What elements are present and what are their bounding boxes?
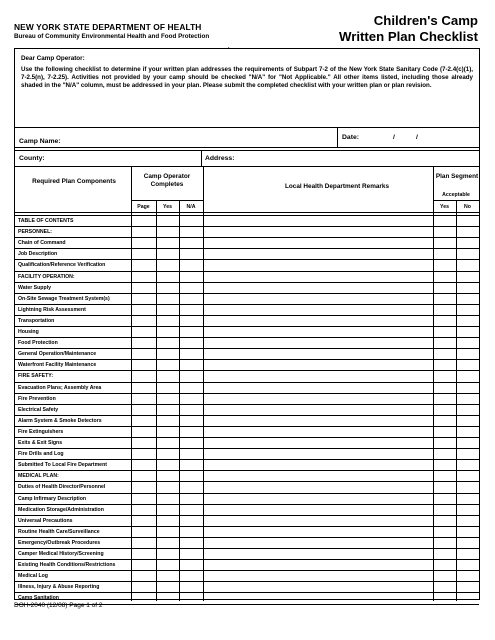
row-divider (15, 570, 479, 571)
checklist-row-label: Fire Drills and Log (18, 451, 64, 458)
segment-header: Plan Segment (435, 173, 479, 180)
remarks-header: Local Health Department Remarks (284, 183, 390, 190)
row-divider (15, 315, 479, 316)
col-line-page (131, 166, 132, 601)
yes-col-label: Yes (163, 204, 172, 210)
checklist-row-label: Routine Health Care/Surveillance (18, 528, 100, 535)
row-divider (15, 282, 479, 283)
row-divider (15, 537, 479, 538)
row-divider (15, 404, 479, 405)
checklist-row-label: TABLE OF CONTENTS (18, 218, 74, 224)
row-divider (15, 493, 479, 494)
date-slash-2: / (416, 134, 418, 141)
checklist-row-label: Chain of Command (18, 240, 66, 247)
date-slash-1: / (393, 134, 395, 141)
row-divider (15, 559, 479, 560)
checklist-row-label: Water Supply (18, 284, 51, 291)
checklist-form (14, 48, 480, 600)
instructions: Use the following checklist to determine if your written plan addresses the requirements of Subpart 7-2 of the New York State Sanitary Code (7-2.4(c)(1), 7-2.5(n), 7-2.25). Activities not provided by your camp should be checked "N/A" for "Not Applicable." All other items listed, including those already shaded in the "N/A" column, must be addressed in your plan. Please submit the completed checklist with your written plan or plan revision. (21, 66, 473, 90)
divider-header-top (15, 166, 479, 167)
seg-no-label: No (464, 204, 471, 210)
row-divider (15, 393, 479, 394)
row-divider (15, 326, 479, 327)
divider-camp-name (15, 147, 479, 148)
checklist-row-label: Lightning Risk Assessment (18, 306, 86, 313)
dot-mark: ▪ (228, 45, 230, 50)
checklist-row-label: Electrical Safety (18, 406, 59, 413)
header-left (14, 22, 209, 40)
checklist-row-label: Duties of Health Director/Personnel (18, 484, 106, 491)
row-divider (15, 470, 479, 471)
checklist-row-label: Transportation (18, 317, 55, 324)
checklist-row-label: Food Protection (18, 340, 58, 347)
row-divider (15, 426, 479, 427)
acceptable-label: Acceptable (442, 192, 470, 198)
checklist-row-label: On-Site Sewage Treatment System(s) (18, 295, 110, 302)
checklist-row-label: Camp Sanitation (18, 595, 59, 602)
row-divider (15, 359, 479, 360)
row-divider (15, 370, 479, 371)
col-line-segment (433, 166, 434, 601)
county-label: County: (19, 155, 45, 162)
row-divider (15, 293, 479, 294)
row-divider (15, 415, 479, 416)
checklist-row-label: Fire Extinguishers (18, 428, 64, 435)
row-divider (15, 237, 479, 238)
seg-yes-label: Yes (440, 204, 449, 210)
checklist-row-label: FIRE SAFETY: (18, 373, 54, 380)
row-divider (15, 515, 479, 516)
title-line-1: Children's Camp (373, 13, 478, 28)
checklist-row-label: General Operation/Maintenance (18, 351, 97, 358)
form-title (339, 13, 478, 44)
row-divider (15, 481, 479, 482)
address-label: Address: (205, 155, 235, 162)
title-line-2: Written Plan Checklist (339, 28, 478, 44)
department-name: NEW YORK STATE DEPARTMENT OF HEALTH (14, 22, 202, 32)
row-divider (15, 226, 479, 227)
checklist-row-label: Exits & Exit Signs (18, 440, 63, 446)
operator-sub-line (131, 200, 203, 201)
checklist-row-label: Existing Health Conditions/Restrictions (18, 562, 116, 569)
checklist-row-label: Evacuation Plans; Assembly Area (18, 384, 102, 391)
row-divider (15, 348, 479, 349)
checklist-row-label: Fire Prevention (18, 395, 56, 402)
date-label: Date: (342, 134, 359, 141)
row-divider (15, 304, 479, 305)
checklist-row-label: Job Description (18, 251, 58, 258)
row-divider (15, 504, 479, 505)
col-line-remarks (203, 166, 204, 601)
date-divider (337, 127, 338, 147)
components-header: Required Plan Components (32, 178, 116, 185)
row-divider (15, 448, 479, 449)
row-divider (15, 526, 479, 527)
checklist-row-label: Submitted To Local Fire Department (18, 462, 107, 469)
checklist-row-label: PERSONNEL: (18, 229, 53, 236)
row-divider (15, 248, 479, 249)
row-divider (15, 382, 479, 383)
checklist-row-label: Qualification/Reference Verification (18, 262, 106, 269)
checklist-row-label: Illness, Injury & Abuse Reporting (18, 584, 100, 591)
checklist-row-label: Camper Medical History/Screening (18, 551, 104, 557)
page-col-label: Page (137, 204, 150, 210)
form-footer: DOH-2040 (12/08) Page 1 of 2 (14, 602, 103, 609)
divider-camp-name-2 (15, 150, 479, 151)
row-divider (15, 459, 479, 460)
divider-intro (15, 127, 479, 128)
checklist-row-label: Emergency/Outbreak Procedures (18, 539, 101, 546)
salutation: Dear Camp Operator: (21, 55, 85, 62)
divider-header-bottom-2 (15, 215, 479, 216)
divider-header-bottom (15, 212, 479, 213)
row-divider (15, 592, 479, 593)
row-divider (15, 259, 479, 260)
checklist-row-label: Camp Infirmary Description (18, 495, 87, 502)
row-divider (15, 337, 479, 338)
camp-name-label: Camp Name: (19, 138, 61, 145)
checklist-row-label: MEDICAL PLAN: (18, 473, 59, 480)
checklist-row-label: Housing (18, 329, 39, 335)
bureau-name: Bureau of Community Environmental Health and Food Protection (14, 33, 210, 40)
checklist-row-label: Waterfront Facility Maintenance (18, 362, 97, 369)
checklist-row-label: Alarm System & Smoke Detectors (18, 417, 102, 424)
operator-header: Camp Operator Completes (143, 173, 191, 188)
row-divider (15, 548, 479, 549)
row-divider (15, 581, 479, 582)
row-divider (15, 437, 479, 438)
checklist-row-label: Medical Log (18, 573, 48, 580)
row-divider (15, 271, 479, 272)
checklist-row-label: Medication Storage/Administration (18, 506, 104, 513)
address-divider (201, 150, 202, 167)
checklist-row-label: FACILITY OPERATION: (18, 273, 75, 280)
na-col-label: N/A (186, 204, 196, 210)
checklist-row-label: Universal Precautions (18, 517, 73, 524)
